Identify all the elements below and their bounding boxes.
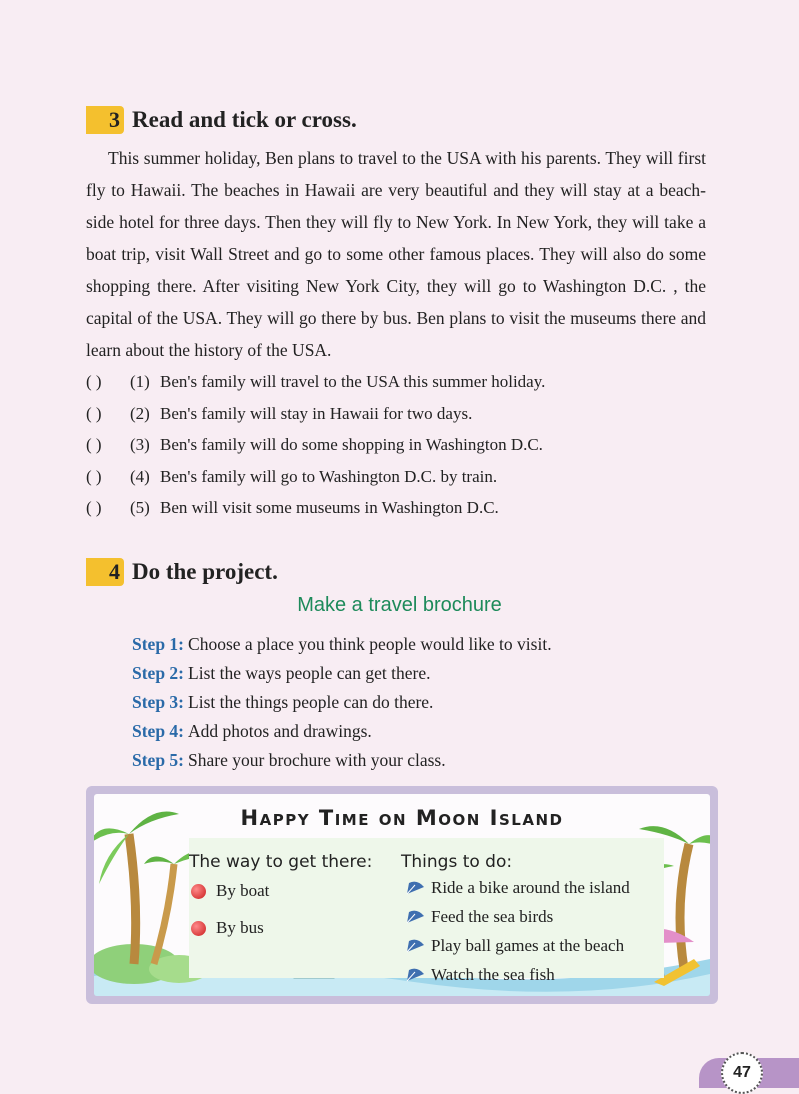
way-text: By bus xyxy=(216,918,264,937)
step-text: List the ways people can get there. xyxy=(188,663,431,683)
question-text: Ben's family will travel to the USA this summer holiday. xyxy=(160,372,546,391)
fan-bullet-icon xyxy=(405,939,425,953)
todo-text: Ride a bike around the island xyxy=(431,878,630,897)
todo-heading: Things to do: xyxy=(401,852,513,872)
section-number-badge: 3 xyxy=(86,106,124,134)
question-text: Ben's family will stay in Hawaii for two days. xyxy=(160,403,473,423)
todo-text: Feed the sea birds xyxy=(431,907,554,926)
way-item xyxy=(191,881,269,901)
section-title: Read and tick or cross. xyxy=(132,107,357,132)
brochure-frame xyxy=(86,786,718,1004)
brochure-info-panel xyxy=(189,838,664,984)
way-text: By boat xyxy=(216,881,270,900)
brochure-content xyxy=(94,794,710,996)
fan-bullet-icon xyxy=(405,910,425,924)
question-text: Ben's family will do some shopping in Washington D.C. xyxy=(160,435,543,454)
step-text: Choose a place you think people would like to visit. xyxy=(188,634,552,654)
question-item xyxy=(86,492,706,524)
question-item xyxy=(86,429,706,461)
todo-text: Watch the sea fish xyxy=(431,965,555,984)
step-item xyxy=(132,688,552,717)
question-number: (3) xyxy=(130,435,150,454)
answer-blank[interactable]: ( ) xyxy=(86,372,102,391)
passage-text: This summer holiday, Ben plans to travel to the USA with his parents. They will first fly to Hawaii. The beaches in Hawaii are very beautiful and they will stay at a beach-side hotel for three days. Then they will fly to New York. In New York, they will take a boat trip, visit Wall Street and go to some other famous places. They will also do some shopping there. After visiting New York City, they will go to Washington D.C. , the capital of the USA. They will go there by bus. Ben plans to visit the museums there and learn about the history of the USA. xyxy=(86,148,706,360)
answer-blank[interactable]: ( ) xyxy=(86,435,102,454)
question-number: (2) xyxy=(130,403,150,423)
step-text: List the things people can do there. xyxy=(188,692,434,712)
section-4-heading xyxy=(86,558,278,586)
step-item xyxy=(132,717,552,746)
step-label: Step 1: xyxy=(132,634,185,654)
brochure-title: Happy Time on Moon Island xyxy=(240,806,564,830)
question-number: (5) xyxy=(130,498,150,517)
tick-or-cross-list xyxy=(86,366,706,524)
step-label: Step 5: xyxy=(132,750,185,770)
step-item xyxy=(132,746,552,775)
step-text: Add photos and drawings. xyxy=(188,721,372,741)
answer-blank[interactable]: ( ) xyxy=(86,498,102,517)
fan-bullet-icon xyxy=(405,881,425,895)
todo-item xyxy=(405,878,630,898)
todo-item xyxy=(405,936,624,956)
question-number: (4) xyxy=(130,466,150,486)
red-bullet-icon xyxy=(191,921,206,936)
fan-bullet-icon xyxy=(405,968,425,982)
question-item xyxy=(86,398,706,430)
todo-item xyxy=(405,907,553,927)
question-item xyxy=(86,366,706,398)
question-item xyxy=(86,461,706,493)
step-text: Share your brochure with your class. xyxy=(188,750,446,770)
todo-item xyxy=(405,965,555,985)
section-title: Do the project. xyxy=(132,559,278,584)
step-label: Step 3: xyxy=(132,692,185,712)
question-text: Ben's family will go to Washington D.C. by train. xyxy=(160,466,498,486)
question-number: (1) xyxy=(130,372,150,391)
step-item xyxy=(132,630,552,659)
way-item xyxy=(191,918,264,938)
step-item xyxy=(132,659,552,688)
answer-blank[interactable]: ( ) xyxy=(86,403,102,423)
page-number: 47 xyxy=(721,1052,763,1094)
red-bullet-icon xyxy=(191,884,206,899)
reading-passage xyxy=(86,142,706,366)
answer-blank[interactable]: ( ) xyxy=(86,466,102,486)
project-steps xyxy=(132,630,552,775)
way-heading: The way to get there: xyxy=(189,852,373,872)
section-3-heading xyxy=(86,106,357,134)
todo-text: Play ball games at the beach xyxy=(431,936,625,955)
step-label: Step 4: xyxy=(132,721,185,741)
project-subtitle: Make a travel brochure xyxy=(297,594,502,616)
question-text: Ben will visit some museums in Washington D.C. xyxy=(160,498,499,517)
section-number-badge: 4 xyxy=(86,558,124,586)
step-label: Step 2: xyxy=(132,663,185,683)
